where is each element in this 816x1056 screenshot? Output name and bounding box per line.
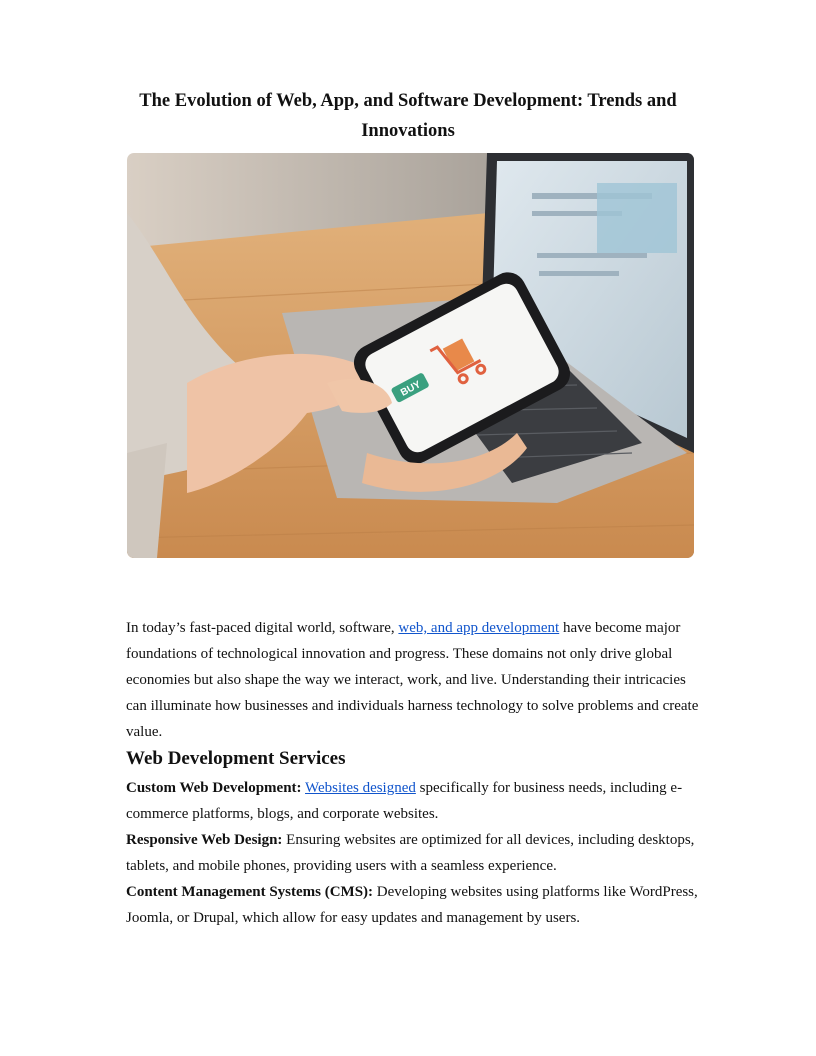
service-item-custom-web-development	[126, 775, 701, 827]
hero-image	[127, 153, 694, 558]
service-label: Content Management Systems (CMS):	[126, 884, 374, 900]
intro-text-start: In today’s fast-paced digital world, software,	[126, 620, 399, 636]
service-label: Custom Web Development:	[126, 780, 302, 796]
web-app-development-link[interactable]: web, and app development	[398, 620, 560, 636]
document-title: The Evolution of Web, App, and Software Development: Trends and Innovations	[139, 91, 677, 141]
service-label: Responsive Web Design:	[126, 832, 283, 848]
service-description: Developing websites using platforms like WordPress, Joomla, or Drupal, which allow for easy updates and management by users.	[126, 884, 698, 926]
intro-paragraph	[126, 615, 701, 745]
service-item-responsive-web-design	[126, 827, 701, 879]
intro-text-end: have become major foundations of technological innovation and progress. These domains not only drive global economies but also shape the way we interact, work, and live. Understanding their intricacies can illuminate how businesses and individuals harness technology to solve problems and create value.	[126, 620, 699, 740]
phone-buy-badge: BUY	[398, 379, 423, 399]
service-description: Ensuring websites are optimized for all devices, including desktops, tablets, and mobile phones, providing users with a seamless experience.	[126, 832, 695, 874]
section-heading: Web Development Services	[126, 748, 346, 769]
websites-designed-link[interactable]: Websites designed	[305, 780, 416, 796]
services-list	[126, 775, 701, 931]
service-description: specifically for business needs, including e-commerce platforms, blogs, and corporate websites.	[126, 780, 683, 822]
service-item-cms	[126, 879, 701, 931]
